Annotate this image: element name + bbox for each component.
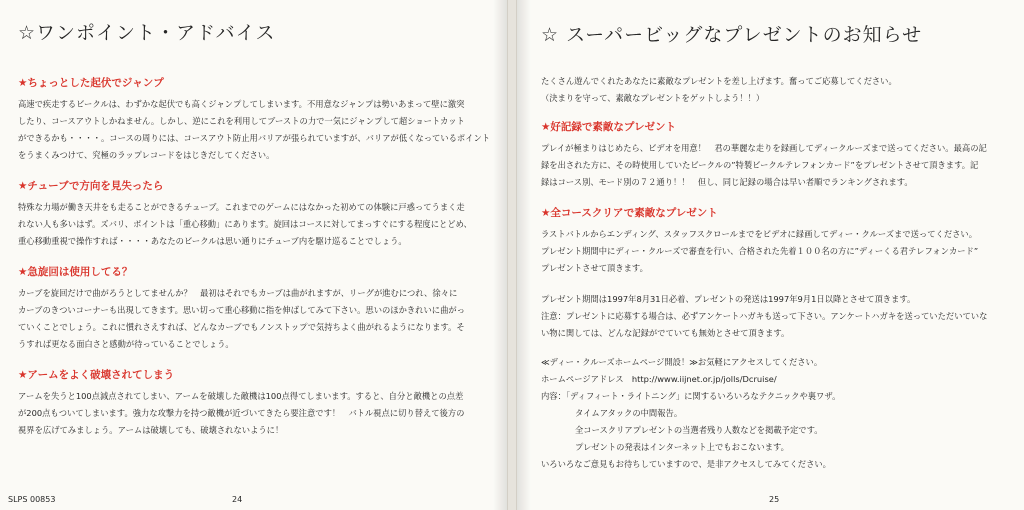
address-label: ホームページアドレス [541,374,624,384]
gutter-shadow-left [493,0,507,510]
body-line: 録を出された方に、その時使用していたビークルの”特製ビークルテレフォンカード”をプレゼントさせて頂きます。記 [541,160,979,170]
period-line: プレゼント期間は1997年8月31日必着、プレゼントの発送は1997年9月1日以降とさせて頂きます。 [541,294,916,304]
body-line: ラストバトルからエンディング、スタッフスクロールまでをビデオに録画してディー・クルーズまで送ってください。 [541,229,978,239]
homepage-heading: ≪ディー・クルーズホームページ開設！≫お気軽にアクセスしてください。 [541,357,823,367]
page-title-advice: ☆ワンポイント・アドバイス [18,22,276,44]
advice-section-sharp-turn [18,264,489,353]
right-page [516,0,1024,510]
body-line: たくさん遊んでくれたあなたに素敵なプレゼントを差し上げます。奮ってご応募してください。 [541,76,897,86]
page-number-left: 24 [232,495,243,504]
notice-line: い物に関しては、どんな記録がでていても無効とさせて頂きます。 [541,328,790,338]
body-line: プレゼント期間中にディー・クルーズで審査を行い、合格された先着１００名の方に”ディーくる君テレフォンカード” [541,246,979,256]
body-line: 視界を広げてみましょう。アームは破壊しても、破壊されないように！ [18,425,284,435]
homepage-item: 全コースクリアプレゼントの当選者残り人数などを掲載予定です。 [575,425,823,435]
body-line: ができるかも・・・・。コースの周りには、コースアウト防止用バリアが張られていますが、バリアが低くなっているポイント [18,133,491,143]
body-line: カーブを旋回だけで曲がろうとしてませんか？ 最初はそれでもカーブは曲がれますが、リーグが進むにつれ、徐々に [18,288,458,298]
homepage-closing: いろいろなご意見もお待ちしていますので、是非アクセスしてみてください。 [541,459,831,469]
section-heading: ★全コースクリアで素敵なプレゼント [541,207,718,219]
homepage-url-link[interactable]: http://www.iijnet.or.jp/jolls/Dcruise/ [631,374,777,384]
section-heading: ★アームをよく破壊されてしまう [18,369,175,381]
section-heading: ★急旋回は使用してる？ [18,266,133,278]
advice-section-arm [18,367,489,439]
page-title-present: ☆ スーパービッグなプレゼントのお知らせ [541,24,923,46]
page-number-right: 25 [769,495,780,504]
section-heading: ★好記録で素敵なプレゼント [541,121,676,133]
notice-paragraph [541,291,1012,342]
body-line: アームを失うと100点減点されてしまい、アームを破壊した敵機は100点得てしまいます。すると、自分と敵機との点差 [18,391,464,401]
body-line: をうまくみつけて、究極のラップレコードをはじきだしてください。 [18,150,275,160]
body-line: プレイが極まりはじめたら、ビデオを用意！ 君の華麗な走りを録画してディークルーズまで送ってください。最高の記 [541,143,987,153]
present-section-all-clear [541,205,1012,277]
product-code: SLPS 00853 [8,495,56,504]
body-line: したり、コースアウトしかねません。しかし、逆にこれを利用してブーストの力で一気にジャンプして超ショートカット [18,116,465,126]
body-line: が200点もついてしまいます。強力な攻撃力を持つ敵機が近づいてきたら要注意です！ バトル視点に切り替えて後方の [18,408,465,418]
advice-section-jump [18,75,489,164]
left-page [0,0,508,510]
homepage-content [541,388,1012,405]
body-line: 重心移動重視で操作すれば・・・・あなたのビークルは思い通りにチューブ内を駆け巡ることでしょう。 [18,236,407,246]
present-section-record [541,119,1012,191]
advice-section-tube [18,178,489,250]
section-heading: ★ちょっとした起伏でジャンプ [18,77,164,89]
body-line: （決まりを守って、素敵なプレゼントをゲットしよう！！） [541,93,765,103]
section-heading: ★チューブで方向を見失ったら [18,180,164,192]
homepage-info [541,354,1012,473]
homepage-item: プレゼントの発表はインターネット上でもおこないます。 [575,442,789,452]
homepage-address [541,371,1012,388]
content-text: 「ディフィート・ライトニング」に関するいろいろなテクニックや裏ワザ。 [565,391,841,401]
body-line: れない人も多いはず。ズバリ、ポイントは「重心移動」にあります。旋回はコースに対してまっすぐにする程度にとどめ、 [18,219,472,229]
notice-line: 注意：プレゼントに応募する場合は、必ずアンケートハガキも送って下さい。アンケートハガキを送っていただいていな [541,311,988,321]
body-line: ていくことでしょう。これに慣れさえすれば、どんなカーブでもノンストップで気持ちよく曲がれるようになります。そ [18,322,465,332]
body-line: カーブのきついコーナーも出現してきます。思い切って重心移動に指を伸ばしてみて下さい。思いのほかきれいに曲がっ [18,305,465,315]
body-line: うすれば更なる面白さと感動が待っていることでしょう。 [18,339,234,349]
content-label: 内容： [541,391,566,401]
homepage-item: タイムアタックの中間報告。 [575,408,683,418]
body-line: プレゼントさせて頂きます。 [541,263,648,273]
intro-paragraph [541,73,1012,107]
gutter-shadow-right [517,0,531,510]
body-line: 高速で疾走するビークルは、わずかな起伏でも高くジャンプしてしまいます。不用意なジャンプは勢いあまって壁に激突 [18,99,465,109]
body-line: 特殊な力場が働き天井をも走ることができるチューブ。これまでのゲームにはなかった初めての体験に戸惑ってうまく走 [18,202,465,212]
body-line: 録はコース別、モード別の７２通り！！ 但し、同じ記録の場合は早い者順でランキングされます。 [541,177,913,187]
